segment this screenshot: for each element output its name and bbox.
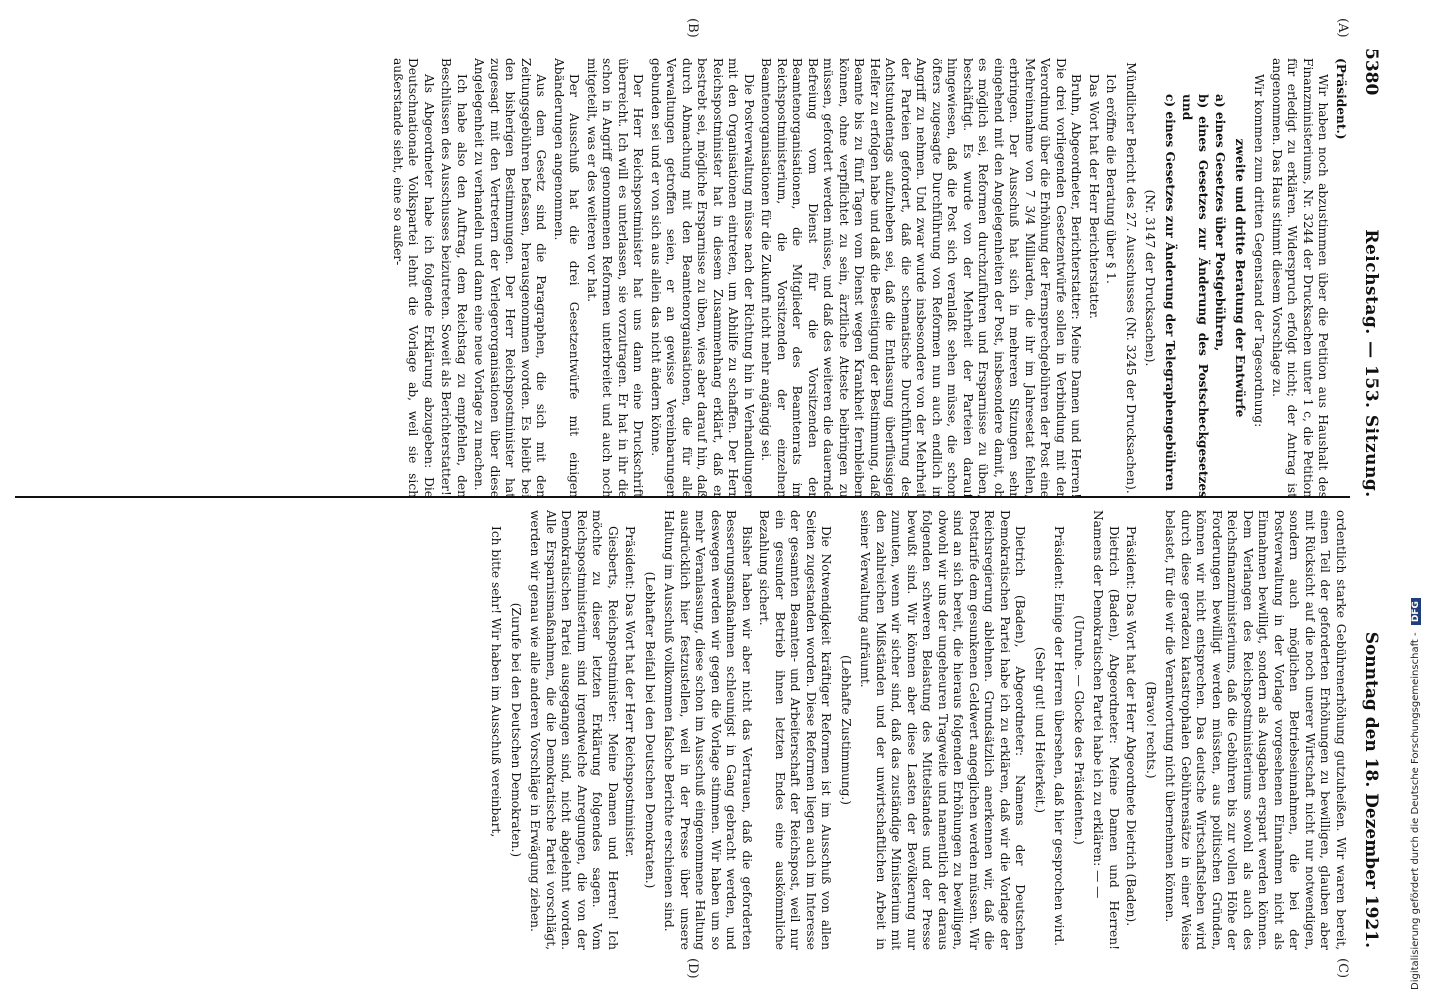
marker-b: (B): [685, 18, 700, 38]
paragraph: Dietrich (Baden), Abgeordneter: Namens der Deutschen Demokratischen Partei habe ich zu erklären, daß wir die Vorlage der Reichsregierung ablehnen. Grundsätzlich anerkennen wir, daß die Posttarife dem gesunkenen Geldwert angeglichen werden müssen. Wir sind an sich bereit, die hieraus folgenden Erhöhungen zu bewilligen, obwohl wir uns der ungeheuren Tragweite und namentlich der daraus folgenden schweren Belastung des Mittelstandes und der Presse bewußt sind. Wir können aber diese Lasten der Bevölkerung nur zumuten, wenn wir sicher sind, daß das zuständige Ministerium mit den zahlreichen Mißständen und der unwirtschaftlichen Arbeit in seiner Verwaltung aufräumt.: [858, 510, 1028, 950]
marker-c: (C): [1335, 958, 1350, 979]
right-column: [18, 510, 1348, 950]
marker-a: (A): [1335, 18, 1350, 38]
paragraph: Der Herr Reichspostminister hat uns dann eine Druckschrift überreicht. Ich will es unterlassen, sie vorzutragen. Er hat in ihr die schon in Angriff genommenen Reformen unterbreitet und auch noch mitgeteilt, was er des weiteren vor hat.: [585, 58, 646, 498]
paragraph: Ich eröffne die Beratung über § 1.: [1104, 74, 1119, 284]
column-divider: [15, 496, 1350, 498]
paragraph: Ich habe also den Auftrag, dem Reichstag zu empfehlen, den Beschlüssen des Ausschusses beizutreten. Soweit als Berichterstatter!: [439, 58, 469, 498]
paragraph: Als Abgeordneter habe ich folgende Erklärung abzugeben: Die Deutschnationale Volkspartei lehnt die Vorlage ab, weil sie sich außerstande sieht, eine so außer-: [391, 58, 436, 498]
paragraph: Ich bitte sehr! Wir haben im Ausschuß vereinbart,: [489, 526, 504, 838]
paragraph: (Sehr gut! und Heiterkeit.): [1033, 646, 1047, 814]
paragraph: Das Wort hat der Herr Berichterstatter.: [1087, 74, 1101, 320]
paragraph: (Lebhafte Zustimmung.): [839, 654, 853, 806]
header-date: Sonntag den 18. Dezember 1921.: [1361, 631, 1381, 948]
paragraph: (Nr. 3147 der Drucksachen).: [1143, 189, 1158, 367]
paragraph: Präsident: Das Wort hat der Herr Reichspostminister.: [623, 526, 638, 858]
paragraph: a) eines Gesetzes über Postgebühren,: [1213, 94, 1228, 352]
paragraph: Bisher haben wir aber nicht das Vertrauen, daß die geforderten Besserungsmaßnahmen schleunigst in Gang gebracht werden, und deswegen werden wir gegen die Vorlage stimmen. Wir haben um so mehr Veranlassung, diese schon im Ausschuß eingenommene Haltung ausdrücklich hier festzustellen, weil in der Presse über unsere Haltung im Ausschuß vollkommen falsche Berichte erschienen sind.: [662, 510, 754, 950]
paragraph: (Präsident.): [1334, 58, 1348, 140]
paragraph: Präsident: Das Wort hat der Herr Abgeordnete Dietrich (Baden).: [1124, 526, 1139, 927]
paragraph: Die Postverwaltung müsse nach der Richtung hin in Verhandlungen mit den Organisationen eintreten, um Abhilfe zu schaffen. Der Herr Reichspostminister hat in diesem Zusammenhang erklärt, daß er bestrebt sei, mögliche Ersparnisse zu üben, wies aber darauf hin, daß durch Abmachung mit den Beamtenorganisationen, die für alle Verwaltungen getroffen seien, er an gewisse Vereinbarungen gebunden sei und er von sich aus allein das nicht ändern könne.: [649, 58, 756, 498]
header-title: Reichstag. — 153. Sitzung.: [1361, 229, 1381, 498]
paragraph: b) eines Gesetzes zur Änderung des Postscheckgesetzes und: [1180, 94, 1210, 498]
paragraph: Wir haben noch abzustimmen über die Petition aus Haushalt des Finanzministeriums, Nr. 3244 der Drucksachen unter 1 c, die Petition für erledigt zu erklären. Widerspruch erfolgt nicht; der Antrag ist angenommen. Das Haus stimmt diesem Vorschlage zu.: [1270, 58, 1331, 498]
left-column: [18, 58, 1348, 498]
paragraph: ordentlich starke Gebührenerhöhung gutzuheißen. Wir waren bereit, einen Teil der geforderten Erhöhungen zu bewilligen, glauben aber mit Rücksicht auf die noch unerer Wirtschaft nicht nur notwendigen, sondern auch möglichen Betriebseinnahmen, die bei der Postverwaltung in der Vorlage vorgesehenen Einnahmen nicht als Einnahmen bewilligt, sondern als Ausgaben erspart werden können. Dem Verlangen des Reichspostministeriums sowohl als auch des Reichsfinanzministeriums, daß die Gebühren bis zur vollen Höhe der Forderungen bewilligt werden müssten, aus politischen Gründen, können wir nicht entsprechen. Das deutsche Wirtschaftsleben wird durch diese geradezu katastrophalen Gebührensätze in einer Weise belastet, für die wir die Verantwortung nicht übernehmen können.: [1163, 510, 1348, 950]
paragraph: (Unruhe. — Glocke des Präsidenten.): [1072, 615, 1086, 845]
page-number: 5380: [1361, 48, 1381, 96]
paragraph: (Lebhafter Beifall bei den Deutschen Demokraten.): [643, 571, 657, 889]
paragraph: (Zurufe bei den Deutschen Demokraten.): [509, 602, 523, 858]
page-header: [1356, 48, 1386, 948]
paragraph: Die Notwendigkeit kräftiger Reformen ist im Ausschuß von allen Seiten zugestanden worden. Diese Reformen liegen auch im Interesse der gesamten Beamten- und Arbeiterschaft der Reichspost, weil nur ein gesunder Betrieb ihnen letzten Endes eine auskömmliche Bezahlung sichert.: [757, 510, 834, 950]
digitization-credit: [1410, 598, 1421, 990]
paragraph: zweite und dritte Beratung der Entwürfe: [1233, 138, 1247, 418]
paragraph: Präsident: Einige der Herren übersehen, daß hier gesprochen wird.: [1052, 526, 1067, 946]
dfg-logo: DFG: [1411, 598, 1421, 625]
paragraph: Mündlicher Bericht des 27. Ausschusses (Nr. 3245 der Drucksachen).: [1124, 62, 1138, 494]
paragraph: Giesberts, Reichspostminister: Meine Damen und Herren! Ich möchte zu dieser letzten Erklärung folgendes sagen. Vom Reichspostministerium sind irgendwelche Anregungen, die von der Demokratischen Partei ausgegangen sind, nicht abgelehnt worden. Alle Ersparnismaßnahmen, die die Demokratische Partei vorschlägt, werden wir genau wie alle anderen Vorschläge in Erwägung ziehen.: [528, 510, 620, 950]
paragraph: Aus dem Gesetz sind die Paragraphen, die sich mit den Zeitungsgebühren befassen, herausgenommen worden. Es bleibt bei den bisherigen Bestimmungen. Der Herr Reichspostminister hat zugesagt mit den Vertretern der Verlegerorganisationen über diese Angelegenheit zu verhandeln und dann eine neue Vorlage zu machen.: [472, 58, 549, 498]
paragraph: Dietrich (Baden), Abgeordneter: Meine Damen und Herren! Namens der Demokratischen Partei habe ich zu erklären: — —: [1091, 510, 1121, 950]
marker-d: (D): [685, 958, 700, 979]
paragraph: (Bravo! rechts.): [1144, 681, 1158, 779]
paragraph: Bruhn, Abgeordneter, Berichterstatter: Meine Damen und Herren! Die drei vorliegenden Gesetzentwürfe sollen in Verbindung mit der Verordnung über die Erhöhung der Fernsprechgebühren der Post eine Mehreinnahme von 7 3/4 Milliarden, die ihr im Jahresetat fehlen, erbringen. Der Ausschuß hat sich in mehreren Sitzungen sehr eingehend mit den Angelegenheiten der Post, insbesondere damit, ob es möglich sei, Reformen durchzuführen und Ersparnisse zu üben, beschäftigt. Es wurde von der Mehrheit der Parteien darauf hingewiesen, daß die Post sich veranlaßt sehen müsse, die schon öfters zugesagte Durchführung von Reformen nun auch endlich in Angriff zu nehmen. Und zwar wurde insbesondere von der Mehrheit der Parteien gefordert, daß die schematische Durchführung des Achtstundentags aufzuheben sei, daß die Entlassung überflüssiger Helfer zu erfolgen habe und daß die Beseitigung der Bestimmung, daß Beamte bis zu fünf Tagen vom Dienst wegen Krankheit fernbleiben können, ohne verpflichtet zu sein, ärztliche Atteste beibringen zu müssen, gefordert werden müsse, und daß des weiteren die dauernde Befreiung vom Dienst für die Vorsitzenden der Beamtenorganisationen, die Mitglieder des Beamtenrats im Reichspostministerium, die Vorsitzenden der einzelnen Beamtenorganisationen für die Zukunft nicht mehr angängig sei.: [759, 58, 1084, 498]
paragraph: Der Ausschuß hat die drei Gesetzentwürfe mit einigen Abänderungen angenommen.: [552, 58, 582, 498]
paragraph: c) eines Gesetzes zur Änderung der Telegraphengebühren: [1163, 94, 1177, 491]
paragraph: Wir kommen zum dritten Gegenstand der Tagesordnung:: [1252, 74, 1267, 428]
credit-text: Digitalisierung gefördert durch die Deutsche Forschungsgemeinschaft -: [1410, 632, 1421, 990]
